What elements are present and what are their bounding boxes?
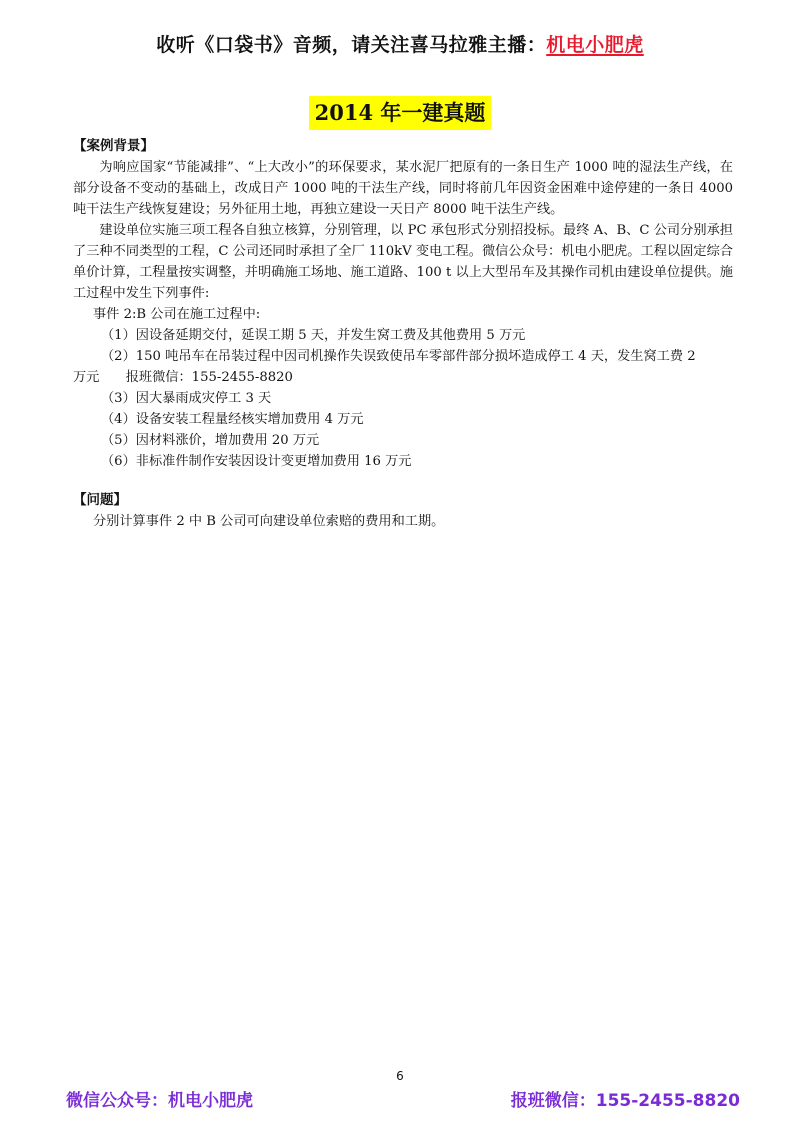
page-footer	[66, 1086, 740, 1111]
event-item-3: （3）因大暴雨成灾停工 3 天	[101, 391, 272, 406]
title-wrap	[0, 96, 800, 130]
event-item-1: （1）因设备延期交付，延误工期 5 天，并发生窝工费及其他费用 5 万元	[101, 328, 526, 343]
background-paragraph-2: 建设单位实施三项工程各自独立核算，分别管理，以 PC 承包形式分别招投标。最终 A、B、C 公司分别承担了三种不同类型的工程，C 公司还同时承担了全厂 110kV 变电工程。微信公众号：机电小肥虎。工程以固定综合单价计算，工程量按实调整，并明确施工场地、施工道路、100 t 以上大型吊车及其操作司机由建设单位提供。施工过程中发生下列事件:	[73, 223, 733, 301]
event-item-2-continuation: 万元 报班微信：155-2455-8820	[73, 370, 293, 385]
event-item-5: （5）因材料涨价，增加费用 20 万元	[101, 433, 320, 448]
event-item-2: （2）150 吨吊车在吊装过程中因司机操作失误致使吊车零部件部分损坏造成停工 4 天，发生窝工费 2	[101, 349, 696, 364]
page-header	[0, 30, 800, 57]
event-item-6: （6）非标准件制作安装因设计变更增加费用 16 万元	[101, 454, 412, 469]
background-paragraph-1: 为响应国家“节能减排”、“上大改小”的环保要求，某水泥厂把原有的一条日生产 1000 吨的湿法生产线，在部分设备不变动的基础上，改成日产 1000 吨的干法生产线，同时将前几年因资金困难中途停建的一条日 4000 吨干法生产线恢复建设；另外征用土地，再独立建设一天日产 8000 吨干法生产线。	[73, 160, 733, 217]
background-heading: 【案例背景】	[73, 138, 154, 154]
header-anchor-name: 机电小肥虎	[546, 34, 644, 56]
event-heading: 事件 2:B 公司在施工过程中:	[93, 307, 261, 322]
section-gap	[73, 472, 733, 490]
event-item-4: （4）设备安装工程量经核实增加费用 4 万元	[101, 412, 364, 427]
page-title: 2014 年一建真题	[309, 96, 492, 130]
header-prefix: 收听《口袋书》音频，请关注喜马拉雅主播：	[156, 34, 547, 56]
footer-wechat-account: 微信公众号：机电小肥虎	[66, 1091, 253, 1111]
page-number: 6	[396, 1069, 404, 1083]
footer-enroll-wechat: 报班微信：155-2455-8820	[510, 1091, 740, 1111]
question-text: 分别计算事件 2 中 B 公司可向建设单位索赔的费用和工期。	[93, 514, 445, 529]
question-heading: 【问题】	[73, 492, 127, 508]
document-body	[73, 136, 733, 532]
